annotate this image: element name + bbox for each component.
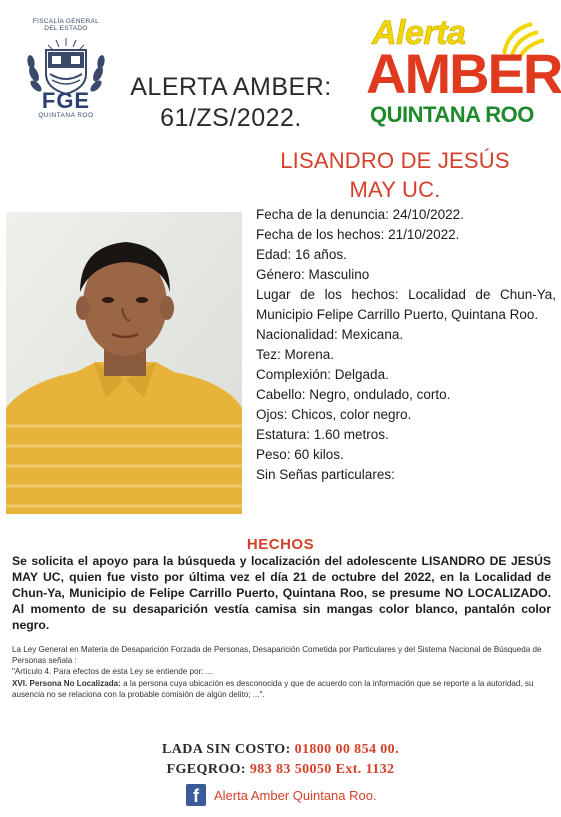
toll-free-number[interactable]: 01800 00 854 00. <box>294 742 399 757</box>
missing-person-name <box>250 146 540 204</box>
detail-height: Estatura: 1.60 metros. <box>256 427 389 442</box>
fge-state-label: QUINTANA ROO <box>38 112 94 119</box>
fge-letters: FGE <box>41 88 91 113</box>
detail-hair: Cabello: Negro, ondulado, corto. <box>256 387 451 402</box>
fgeqroo-label: FGEQROO: <box>166 762 246 777</box>
legal-notice <box>12 644 551 700</box>
fge-logo-top-text <box>14 18 118 32</box>
detail-nationality: Nacionalidad: Mexicana. <box>256 327 404 342</box>
name-line-1: LISANDRO DE JESÚS <box>280 148 510 173</box>
alert-title-line-1: ALERTA AMBER: <box>130 73 332 101</box>
alert-title <box>126 72 336 134</box>
detail-build: Complexión: Delgada. <box>256 367 389 382</box>
toll-free-line <box>0 742 561 758</box>
fge-logo-top-line-2: DEL ESTADO <box>44 25 88 32</box>
hechos-text: Se solicita el apoyo para la búsqueda y localización del adolescente LISANDRO DE JESÚS MAY UC, quien fue visto por última vez el día 21 de octubre del 2022, en la Localidad de Chun-Ya, Municipio de Felipe Carrillo Puerto, Quintana Roo, se presume NO LOCALIZADO. Al momento de su desaparición vestía camisa sin mangas color blanco, pantalón color negro. <box>12 554 551 632</box>
detail-gender: Género: Masculino <box>256 267 370 282</box>
fge-logo <box>14 18 118 118</box>
detail-complexion-tone: Tez: Morena. <box>256 347 335 362</box>
alerta-amber-logo <box>364 14 561 140</box>
facebook-link[interactable] <box>186 783 377 807</box>
legal-definition-text: a la persona cuya ubicación es desconocida y que de acuerdo con la información que se reporte a la autoridad, su ausencia no se relaciona con la probable comisión de algún delito; ...". <box>12 678 534 699</box>
toll-free-label: LADA SIN COSTO: <box>162 742 291 757</box>
fge-logo-top-line-1: FISCALÍA GENERAL <box>32 18 100 25</box>
fgeqroo-line <box>0 762 561 778</box>
legal-paragraph-2: "Artículo 4. Para efectos de esta Ley se entiende por: ... <box>12 667 213 677</box>
person-details <box>256 205 556 485</box>
detail-age: Edad: 16 años. <box>256 247 347 262</box>
name-line-2: MAY UC. <box>349 177 441 202</box>
fgeqroo-number[interactable]: 983 83 50050 Ext. 1132 <box>249 762 395 777</box>
legal-definition-term: XVI. Persona No Localizada: <box>12 678 121 688</box>
person-photo <box>6 212 242 514</box>
detail-marks: Sin Señas particulares: <box>256 467 395 482</box>
detail-event-date: Fecha de los hechos: 21/10/2022. <box>256 227 460 242</box>
detail-weight: Peso: 60 kilos. <box>256 447 344 462</box>
alert-title-line-2: 61/ZS/2022. <box>160 104 302 132</box>
amber-logo-word-alerta: Alerta <box>372 14 466 52</box>
amber-logo-word-state: QUINTANA ROO <box>370 102 534 127</box>
facebook-icon[interactable]: f <box>186 784 206 806</box>
legal-paragraph-1: La Ley General en Materia de Desaparición Forzada de Personas, Desaparición Cometida por Particulares y del Sistema Nacional de Búsqueda de Personas señala : <box>12 645 542 666</box>
hechos-heading: HECHOS <box>246 536 315 553</box>
detail-report-date: Fecha de la denuncia: 24/10/2022. <box>256 207 464 222</box>
amber-logo-word-amber: AMBER <box>366 42 561 105</box>
detail-location: Lugar de los hechos: Localidad de Chun-Ya, Municipio Felipe Carrillo Puerto, Quintana Roo. <box>256 287 556 322</box>
facebook-page-name[interactable]: Alerta Amber Quintana Roo. <box>214 787 377 803</box>
legal-paragraph-3 <box>12 678 551 700</box>
detail-eyes: Ojos: Chicos, color negro. <box>256 407 412 422</box>
